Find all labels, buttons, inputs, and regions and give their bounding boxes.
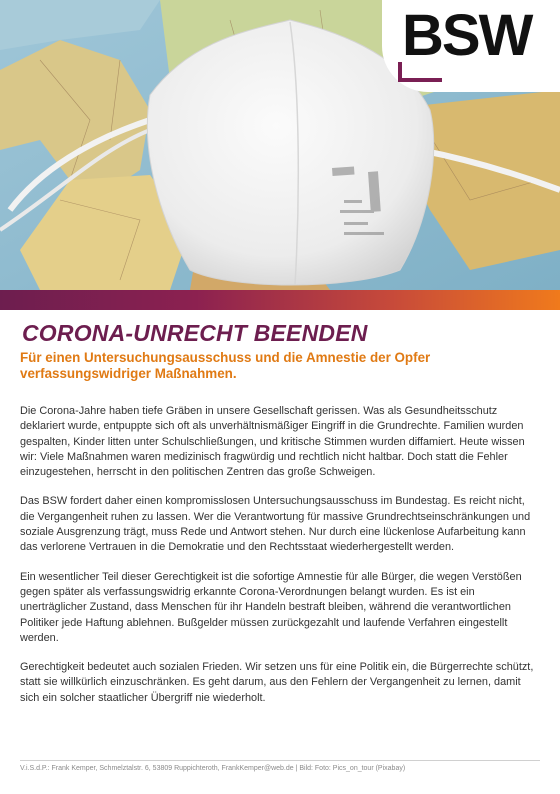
paragraph: Ein wesentlicher Teil dieser Gerechtigkeit ist die sofortige Amnestie für alle Bürger, die wegen Verstößen gegen später als verfassungswidrig erkannte Corona-Verordnungen belangt wurden. Es ist ein unerträglicher Zustand, dass Menschen für ihr Handeln bestraft bleiben, während die verantwortlichen Politiker jede Haftung ablehnen. Bußgelder müssen zurückgezahlt und laufende Verfahren eingestellt werden. — [20, 570, 522, 644]
page-title: CORONA-UNRECHT BEENDEN — [22, 320, 368, 346]
bsw-logo: BSW — [402, 3, 532, 68]
logo-container — [382, 0, 560, 92]
hero-image — [0, 0, 560, 290]
paragraph: Das BSW fordert daher einen kompromisslosen Untersuchungsausschuss im Bundestag. Es reicht nicht, die Vergangenheit ruhen zu lassen. Wer die Verantwortung für massive Grundrechtseinschränkungen und soziale Ausgrenzung trägt, muss Rede und Antwort stehen. Nur durch eine lückenlose Aufarbeitung kann das verlorene Vertrauen in die Demokratie und den Rechtsstaat wiederhergestellt werden. — [20, 495, 531, 554]
brand-gradient-bar — [0, 290, 560, 310]
paragraph: Gerechtigkeit bedeutet auch sozialen Frieden. Wir setzen uns für eine Politik ein, die Bürgerrechte schützt, statt sie willkürlich einzuschränken. Es geht darum, aus den Fehlern der Vergangenheit zu lernen, damit sich ein solcher staatlicher Übergriff nie wiederholt. — [20, 661, 534, 704]
logo-accent-horizontal — [398, 78, 442, 82]
imprint-footer: V.i.S.d.P.: Frank Kemper, Schmelztalstr. 6, 53809 Ruppichteroth, FrankKemper@web.de | Bild: Foto: Pics_on_tour (Pixabay) — [20, 765, 406, 772]
subtitle: Für einen Untersuchungsausschuss und die Amnestie der Opfer verfassungswidriger Maßnahmen. — [20, 350, 431, 381]
paragraph: Die Corona-Jahre haben tiefe Gräben in unsere Gesellschaft gerissen. Was als Gesundheitsschutz deklariert wurde, entpuppte sich oft als unverhältnismäßiger Eingriff in die Grundrechte. Familien wurden gespalten, Kinder litten unter Schulschließungen, und kritische Stimmen wurden diffamiert. Heute wissen wir: Viele Maßnahmen waren medizinisch fragwürdig und rechtlich nicht haltbar. Doch statt die Fehler einzugestehen, herrscht in den politischen Zentren das große Schweigen. — [20, 405, 525, 479]
footer-divider — [20, 760, 540, 761]
body-text — [20, 404, 540, 720]
